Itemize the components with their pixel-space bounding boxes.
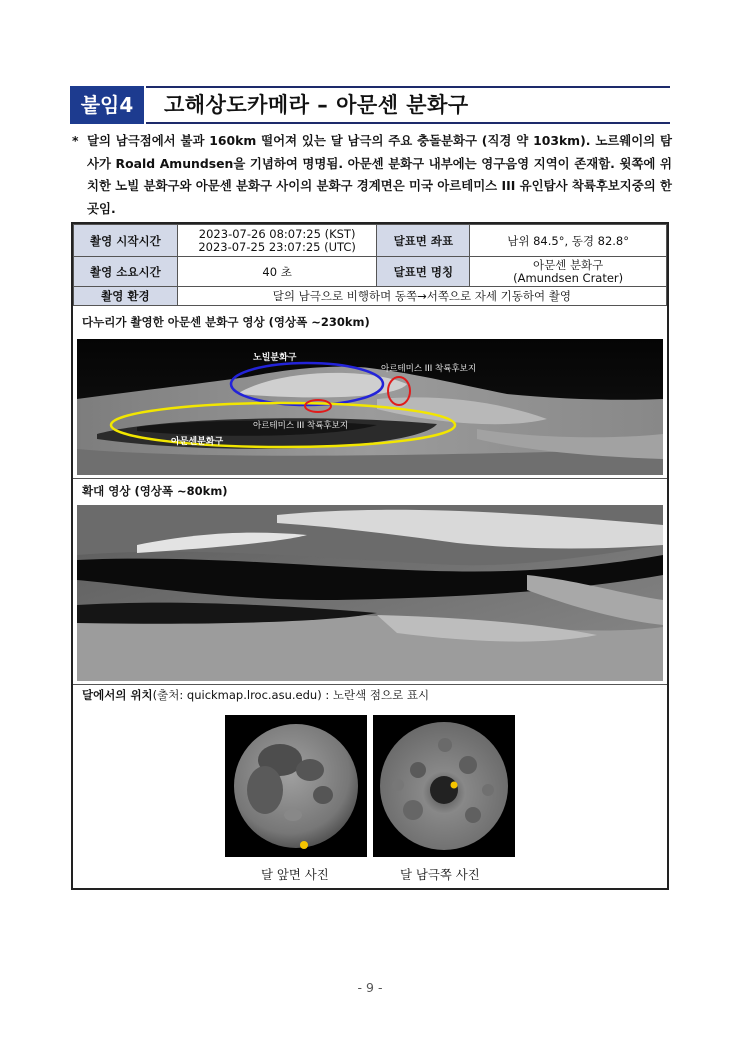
header-top-rule bbox=[146, 86, 670, 88]
caption-nearside: 달 앞면 사진 bbox=[261, 867, 329, 882]
page-title: 고해상도카메라 – 아문센 분화구 bbox=[164, 93, 469, 117]
name-ko: 아문센 분화구 bbox=[532, 257, 604, 272]
section2-title: 확대 영상 (영상폭 ~80km) bbox=[82, 484, 228, 498]
divider-2 bbox=[73, 684, 667, 685]
duration-label: 촬영 소요시간 bbox=[74, 257, 178, 287]
bullet-mark: * bbox=[72, 133, 79, 148]
name-label: 달표면 명칭 bbox=[377, 257, 470, 287]
section3-title-bold: 달에서의 위치 bbox=[82, 688, 153, 702]
location-marker-nearside bbox=[300, 841, 308, 849]
location-marker-south bbox=[451, 782, 458, 789]
crater-zoom-image bbox=[77, 505, 663, 681]
env-value: 달의 남극으로 비행하며 동쪽→서쪽으로 자세 기동하여 촬영 bbox=[177, 287, 666, 306]
moon-nearside-image bbox=[225, 715, 367, 857]
page-header bbox=[70, 86, 670, 126]
start-time-value bbox=[177, 225, 377, 257]
name-value bbox=[470, 257, 667, 287]
artemis-label-top: 아르테미스 III 착륙후보지 bbox=[381, 364, 477, 374]
moon-southpole-image bbox=[373, 715, 515, 857]
artemis-label-mid: 아르테미스 III 착륙후보지 bbox=[253, 421, 349, 431]
caption-southpole: 달 남극쪽 사진 bbox=[400, 867, 480, 882]
name-en: (Amundsen Crater) bbox=[513, 270, 624, 285]
duration-value: 40 초 bbox=[177, 257, 377, 287]
section3-title bbox=[82, 687, 429, 703]
attachment-badge: 붙임4 bbox=[70, 86, 144, 124]
env-label: 촬영 환경 bbox=[74, 287, 178, 306]
amundsen-label: 아문센분화구 bbox=[171, 437, 224, 447]
intro-paragraph bbox=[72, 130, 672, 220]
start-time-label: 촬영 시작시간 bbox=[74, 225, 178, 257]
crater-wide-image bbox=[77, 339, 663, 475]
section3-title-rest: (출처: quickmap.lroc.asu.edu) : 노란색 점으로 표시 bbox=[152, 688, 430, 702]
coord-value: 남위 84.5°, 동경 82.8° bbox=[470, 225, 667, 257]
start-time-utc: 2023-07-25 23:07:25 (UTC) bbox=[198, 239, 356, 254]
section1-title: 다누리가 촬영한 아문센 분화구 영상 (영상폭 ~230km) bbox=[82, 315, 370, 329]
info-frame bbox=[71, 222, 669, 890]
page-number: - 9 - bbox=[357, 980, 383, 995]
start-time-kst: 2023-07-26 08:07:25 (KST) bbox=[198, 226, 356, 241]
nobile-label: 노빌분화구 bbox=[253, 353, 297, 363]
coord-label: 달표면 좌표 bbox=[377, 225, 470, 257]
intro-text: 달의 남극점에서 불과 160km 떨어져 있는 달 남극의 주요 충돌분화구 (직경 약 103km). 노르웨이의 탐사가 Roald Amundsen을 기념하여 명명됨. 아문센 분화구 내부에는 영구음영 지역이 존재함. 윗쪽에 위치한 노빌 분화구와 아문센 분화구 사이의 분화구 경계면은 미국 아르테미스 III 유인탐사 착륙후보지중의 한 곳임. bbox=[87, 133, 672, 216]
header-bottom-rule bbox=[146, 122, 670, 124]
divider-1 bbox=[73, 478, 667, 479]
capture-info-table bbox=[73, 224, 667, 306]
